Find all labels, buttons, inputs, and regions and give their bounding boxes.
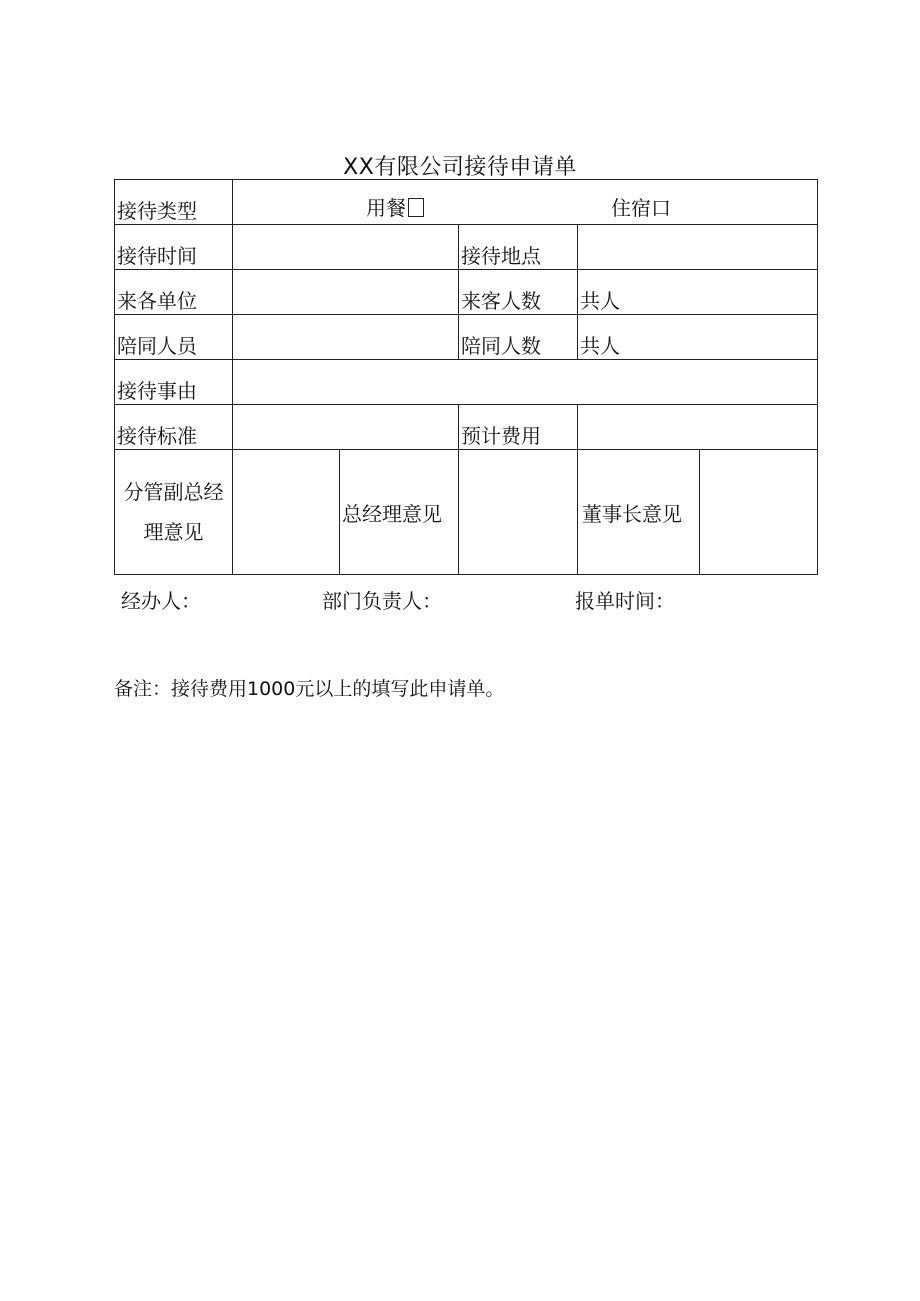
remark-note: 备注：接待费用1000元以上的填写此申请单。 xyxy=(114,678,505,700)
report-time-label: 报单时间： xyxy=(575,589,675,613)
chairman-opinion-field[interactable] xyxy=(700,450,818,575)
handler-label: 经办人： xyxy=(121,589,201,613)
reception-standard-label: 接待标准 xyxy=(115,405,233,450)
estimated-cost-label: 预计费用 xyxy=(459,405,578,450)
option-meal[interactable] xyxy=(366,192,424,221)
guest-count-label: 来客人数 xyxy=(459,270,578,315)
reception-type-options xyxy=(233,180,818,225)
row-visiting-unit xyxy=(115,270,818,315)
option-meal-label: 用餐 xyxy=(366,196,406,220)
vp-opinion-field[interactable] xyxy=(233,450,340,575)
gm-opinion-label: 总经理意见 xyxy=(340,450,459,575)
accompanying-staff-label: 陪同人员 xyxy=(115,315,233,360)
estimated-cost-field[interactable] xyxy=(578,405,818,450)
row-reception-type xyxy=(115,180,818,225)
row-approvals xyxy=(115,450,818,575)
meal-checkbox[interactable] xyxy=(408,198,424,217)
row-reception-reason xyxy=(115,360,818,405)
reception-time-label: 接待时间 xyxy=(115,225,233,270)
page-title: XX有限公司接待申请单 xyxy=(343,155,577,180)
reception-standard-field[interactable] xyxy=(233,405,459,450)
reception-location-label: 接待地点 xyxy=(459,225,578,270)
row-reception-standard xyxy=(115,405,818,450)
chairman-opinion-label: 董事长意见 xyxy=(578,450,700,575)
accompanying-count-field[interactable]: 共人 xyxy=(578,315,818,360)
visiting-unit-label: 来各单位 xyxy=(115,270,233,315)
accompanying-count-label: 陪同人数 xyxy=(459,315,578,360)
reception-time-field[interactable] xyxy=(233,225,459,270)
visiting-unit-field[interactable] xyxy=(233,270,459,315)
row-accompanying-staff xyxy=(115,315,818,360)
reception-form-table xyxy=(114,179,818,575)
reception-location-field[interactable] xyxy=(578,225,818,270)
reception-reason-field[interactable] xyxy=(233,360,818,405)
dept-head-label: 部门负责人： xyxy=(322,589,442,613)
option-lodging[interactable]: 住宿口 xyxy=(611,196,671,220)
row-reception-time xyxy=(115,225,818,270)
reception-reason-label: 接待事由 xyxy=(115,360,233,405)
reception-type-label: 接待类型 xyxy=(115,180,233,225)
accompanying-staff-field[interactable] xyxy=(233,315,459,360)
gm-opinion-field[interactable] xyxy=(459,450,578,575)
vp-opinion-label: 分管副总经理意见 xyxy=(115,450,233,575)
guest-count-field[interactable]: 共人 xyxy=(578,270,818,315)
